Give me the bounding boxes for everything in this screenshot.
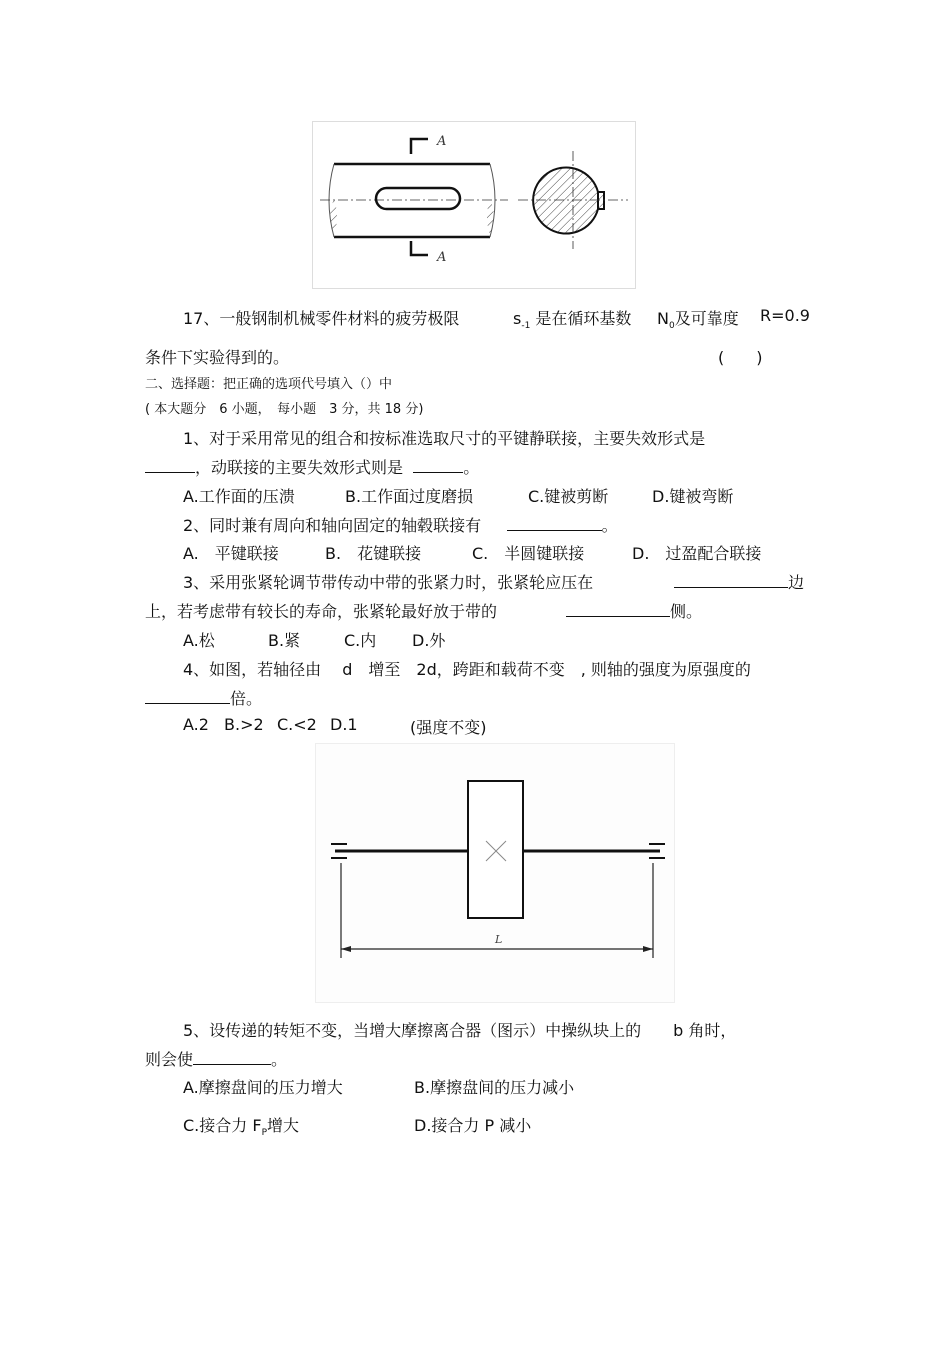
q3-line1-tail xyxy=(674,570,804,593)
q4-line1: 4、如图，若轴径由 d 增至 2d，跨距和载荷不变 , 则轴的强度为原强度的 xyxy=(183,660,751,679)
shaft-keyway-drawing xyxy=(312,121,636,289)
q2-line xyxy=(183,513,618,536)
q1-option-b: B.工作面过度磨损 xyxy=(345,487,474,506)
q17-n-sub: 0 xyxy=(668,321,675,332)
q3-line1-end: 边 xyxy=(788,573,805,592)
q3-blank1[interactable] xyxy=(674,572,788,588)
q4-blank[interactable] xyxy=(145,688,230,704)
q17-sigma xyxy=(513,306,631,331)
q3-option-b: B.紧 xyxy=(268,631,301,650)
q5-option-d: D.接合力 P 减小 xyxy=(414,1116,532,1135)
q17-line2: 条件下实验得到的。 xyxy=(145,348,290,367)
q5-line2 xyxy=(145,1047,287,1070)
q17-r-value: R=0.9 xyxy=(760,306,810,325)
q17-after-n: 及可靠度 xyxy=(674,309,739,328)
q2-blank[interactable] xyxy=(507,515,602,531)
q5-blank[interactable] xyxy=(193,1049,271,1065)
q4-option-a: A.2 xyxy=(183,715,209,734)
q3-line2-end: 侧。 xyxy=(670,602,703,621)
q3-line2-tail xyxy=(566,599,702,622)
q2-option-c: C. 半圆键联接 xyxy=(472,544,585,563)
q5-option-c-suffix: 增大 xyxy=(267,1116,300,1135)
q2-option-a: A. 平键联接 xyxy=(183,544,279,563)
q2-end: 。 xyxy=(601,516,618,535)
q1-line1: 1、对于采用常见的组合和按标准选取尺寸的平键静联接，主要失效形式是 xyxy=(183,429,706,448)
q3-option-a: A.松 xyxy=(183,631,215,650)
q1-line2 xyxy=(145,455,479,478)
q17-mid-text: 是在循环基数 xyxy=(535,309,632,328)
q4-line2 xyxy=(145,686,262,709)
q17-sigma-symbol: s xyxy=(513,309,522,328)
q3-option-c: C.内 xyxy=(344,631,377,650)
section2-note: ( 本大题分 6 小题， 每小题 3 分，共 18 分) xyxy=(145,402,424,417)
q1-option-c: C.键被剪断 xyxy=(528,487,609,506)
q17-n-symbol: N xyxy=(657,309,669,328)
section2-title: 二、选择题：把正确的选项代号填入（）中 xyxy=(145,377,393,392)
q5-option-a: A.摩擦盘间的压力增大 xyxy=(183,1078,343,1097)
q3-option-d: D.外 xyxy=(412,631,446,650)
q5-line1: 5、设传递的转矩不变，当增大摩擦离合器（图示）中操纵块上的 b 角时， xyxy=(183,1021,737,1040)
q1-line2-end: 。 xyxy=(463,458,480,477)
q1-option-a: A.工作面的压溃 xyxy=(183,487,295,506)
q1-blank2[interactable] xyxy=(413,457,463,473)
q4-remark: (强度不变) xyxy=(410,718,487,737)
figure-shaft-keyway xyxy=(312,121,636,289)
q3-blank2[interactable] xyxy=(566,601,670,617)
q17-line1 xyxy=(183,306,459,329)
q4-line2-end: 倍。 xyxy=(230,689,263,708)
q2-option-b: B. 花键联接 xyxy=(325,544,422,563)
q2-text: 2、同时兼有周向和轴向固定的轴毂联接有 xyxy=(183,516,482,535)
q3-line2: 上，若考虑带有较长的寿命，张紧轮最好放于带的 xyxy=(145,602,498,621)
q3-line1: 3、采用张紧轮调节带传动中带的张紧力时，张紧轮应压在 xyxy=(183,573,594,592)
q5-line2-text: 则会使 xyxy=(145,1050,194,1069)
section-label-top: A xyxy=(437,134,447,149)
q17-prefix: 17、一般钢制机械零件材料的疲劳极限 xyxy=(183,309,460,328)
q4-option-d: D.1 xyxy=(330,715,358,734)
q1-line2-mid: ，动联接的主要失效形式则是 xyxy=(195,458,404,477)
q5-option-c-sub: P xyxy=(261,1128,267,1139)
q2-option-d: D. 过盈配合联接 xyxy=(632,544,762,563)
span-label: L xyxy=(495,933,503,946)
q4-option-c: C.<2 xyxy=(277,715,317,734)
q5-option-c xyxy=(183,1113,299,1138)
q5-option-b: B.摩擦盘间的压力减小 xyxy=(414,1078,575,1097)
figure-shaft-span xyxy=(315,743,675,1003)
q1-blank1[interactable] xyxy=(145,457,195,473)
q5-line2-end: 。 xyxy=(271,1050,288,1069)
shaft-span-drawing xyxy=(315,743,675,1003)
q5-option-c-text: C.接合力 F xyxy=(183,1116,262,1135)
q17-n xyxy=(657,306,739,331)
q17-bracket: ( ) xyxy=(718,348,763,367)
q17-sigma-sub: -1 xyxy=(521,321,531,332)
section-label-bottom: A xyxy=(437,250,447,265)
q4-option-b: B.>2 xyxy=(224,715,264,734)
q1-option-d: D.键被弯断 xyxy=(652,487,734,506)
